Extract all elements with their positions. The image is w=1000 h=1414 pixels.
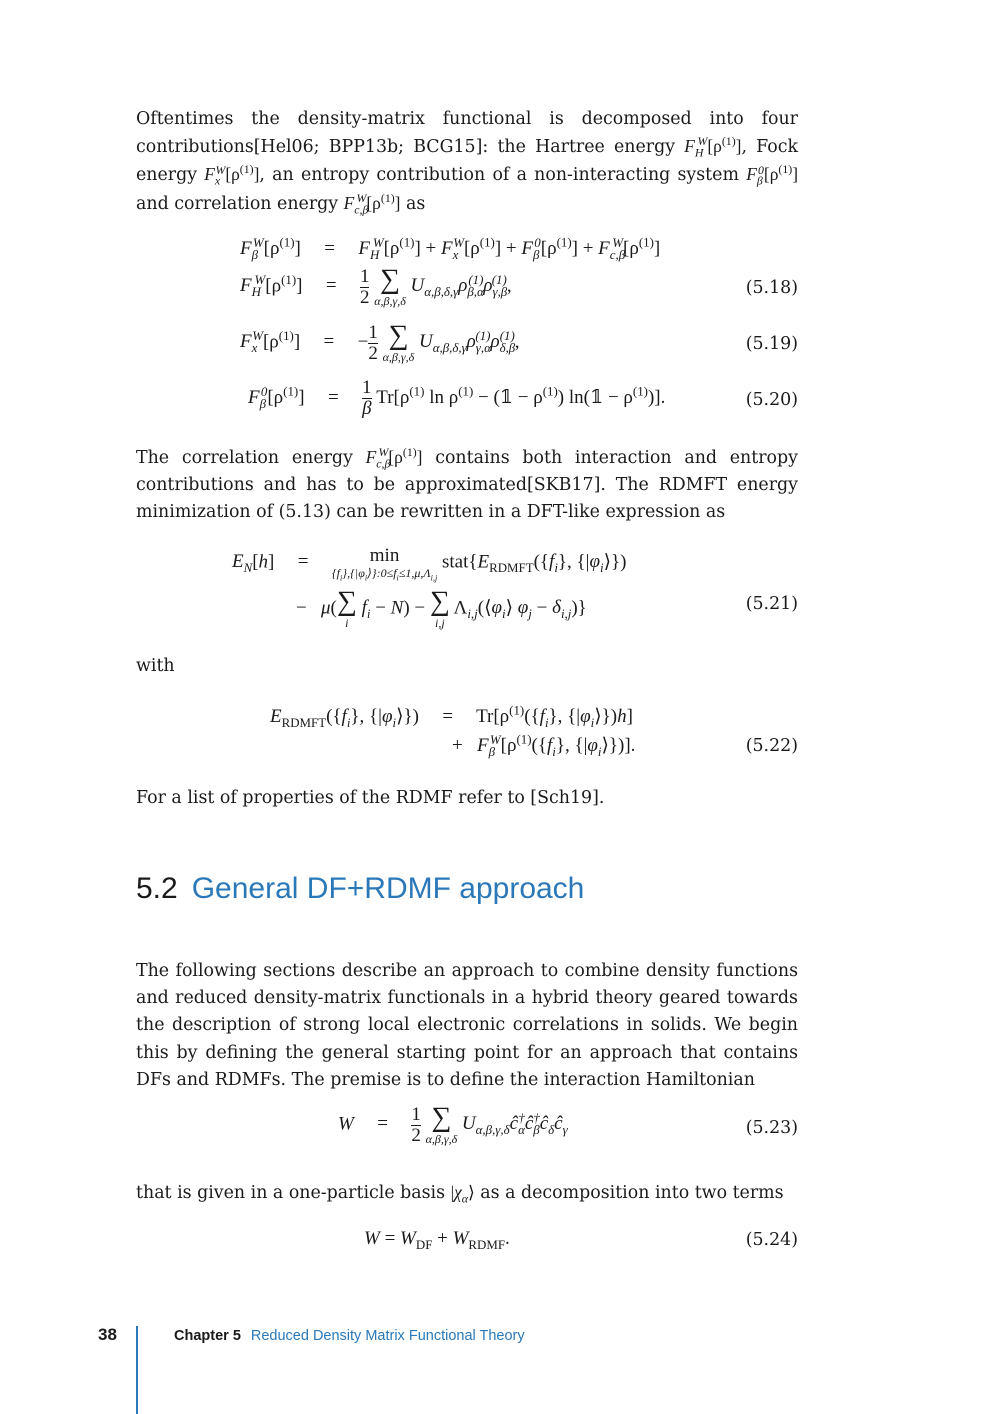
- text-run: For a list of properties of the RDMF refer to [Sch19].: [136, 788, 605, 808]
- equation-energy-line2: − μ( ∑ i $f_i - N$) − ∑ i,j $\Lambda_{i,j}(⟨\varphi_i⟩$ $\varphi_j - \delta_{i,j}$)}: [296, 586, 587, 630]
- text-run: The following sections describe an approach to combine density functions and reduced density-matrix functionals in a hybrid theory geared towards the description of strong local electronic correlations in solids. We begin this by defining the general starting point for an approach that contains DFs and RDMFs. The premise is to define the interaction Hamiltonian: [136, 961, 798, 1090]
- equation-number: (5.22): [745, 736, 798, 756]
- paragraph-functional-decomposition: Oftentimes the density-matrix functional is decomposed into four contributions[Hel06; BPP13b; BCG15]: the Hartree energy $F_H^W[\rho^{(1)}]$, Fock energy $F_x^W[\rho^{(1)}]$, an entropy contribution of a non-interacting system $F_\beta^0[\rho^{(1)}]$ and correlation energy $F_{c,\beta}^W[\rho^{(1)}]$ as: [136, 109, 799, 217]
- equation-rdmft-line1: $E_{RDMFT}(\{f_i\}$, $\{|\varphi_i⟩\}) = Tr[\rho^{(1)}(\{f_i\}$, $\{|\varphi_i⟩\})h$]: [270, 702, 633, 730]
- equation-decomposition: $W = W_{DF} + W_{RDMF}$.: [364, 1228, 510, 1252]
- paragraph-with: [136, 653, 798, 680]
- section-title: General DF+RDMF approach: [191, 872, 585, 905]
- math-entropy: $F_\beta^0$: [746, 162, 764, 188]
- equation-number: (5.19): [745, 334, 798, 354]
- math-basis: $|\chi_\alpha⟩$: [450, 1182, 475, 1206]
- paragraph-rdmf-properties: [136, 785, 798, 812]
- equation-number: (5.20): [745, 390, 798, 410]
- paragraph-one-particle-basis: [136, 1179, 798, 1207]
- equation-number: (5.23): [745, 1118, 798, 1138]
- text-run: contains both interaction and entropy contributions and has to be approximated[SKB17]. The RDMFT energy minimization of (5.13) can be rewritten in a DFT-like expression as: [136, 448, 798, 523]
- paragraph-correlation-energy: The correlation energy $F_{c,\beta}^W[\rho^{(1)}]$ contains both interaction and entropy contributions and has to be approximated[SKB17]. The RDMFT energy minimization of (5.13) can be rewritten in a DFT-like expression as: [136, 445, 798, 523]
- text-run: as: [400, 193, 426, 214]
- text-run: with: [136, 656, 175, 676]
- equation-energy-line1: $E_N[h]$ = min $\{f_i\},\{|\varphi_i⟩\}:0\le f_i\le 1,\mu,\Lambda_{i,j}$ $stat\{E_{RDMFT}(\{f_i\}$, $\{|\varphi_i⟩\}$): [232, 545, 627, 583]
- equation-entropy: $F_\beta^0[\rho^{(1)}]$ = $\frac{1}{\beta}$ $Tr[\rho^{(1)}$ $\ln \rho^{(1)}$ − (𝟙 − $\rho^{(1)}$) ln(𝟙 − $\rho^{(1)}$)].: [248, 377, 666, 419]
- math-fock: $F_x^W$: [204, 162, 226, 188]
- equation-number: (5.24): [745, 1230, 798, 1250]
- equation-fock: $F_x^W[\rho^{(1)}]$ = − $\frac{1}{2}$ ∑ α,β,γ,δ $U_{\alpha,\beta,\delta,\gamma}\rho_{\gamma,\alpha}^{(1)}\rho_{\delta,\beta}^{(1)}$,: [240, 320, 520, 364]
- text-run: , Fock energy: [136, 137, 799, 186]
- text-run: , an entropy contribution of a non-interacting system: [259, 165, 747, 186]
- chapter-title: Reduced Density Matrix Functional Theory: [250, 1328, 525, 1344]
- section-heading: [136, 872, 584, 906]
- text-run: that is given in a one-particle basis: [136, 1183, 451, 1203]
- equation-hartree: $F_H^W[\rho^{(1)}]$ = $\frac{1}{2}$ ∑ α,β,γ,δ $U_{\alpha,\beta,\delta,\gamma}\rho_{\beta,\alpha}^{(1)}\rho_{\gamma,\beta}^{(1)}$,: [240, 264, 512, 308]
- section-number: 5.2: [136, 872, 178, 905]
- paragraph-hybrid-theory: [136, 958, 798, 1094]
- running-footer: [174, 1328, 525, 1344]
- equation-number: (5.21): [745, 594, 798, 614]
- text-run: as a decomposition into two terms: [474, 1183, 784, 1203]
- equation-rdmft-line2: + $F_\beta^W[\rho^{(1)}(\{f_i\}$, $\{|\varphi_i⟩\}$)].: [452, 731, 636, 759]
- chapter-label: Chapter 5: [174, 1328, 241, 1344]
- page-number: 38: [98, 1325, 117, 1344]
- equation-number: (5.18): [745, 278, 798, 298]
- text-run: and correlation energy: [136, 193, 344, 214]
- math-hartree: $F_H^W$: [684, 134, 708, 160]
- equation-total-functional: $F_\beta^W[\rho^{(1)}] = F_H^W[\rho^{(1)}] + F_x^W[\rho^{(1)}] + F_\beta^0[\rho^{(1)}] + F_{c,\beta}^W[\rho^{(1)}]$: [240, 234, 661, 262]
- equation-interaction-hamiltonian: W = $\frac{1}{2}$ ∑ α,β,γ,δ $U_{\alpha,\beta,\gamma,\delta}ĉ_\alpha^\dagger ĉ_\beta^\dagger ĉ_\delta ĉ_\gamma$: [338, 1102, 568, 1146]
- math-correlation: $F_{c,\beta}^W$: [365, 445, 391, 471]
- math-correlation: $F_{c,\beta}^W$: [343, 190, 369, 217]
- text-run: Oftentimes the density-matrix functional is decomposed into four contributions[Hel06; BPP13b; BCG15]: the Hartree energy: [136, 109, 798, 158]
- text-run: The correlation energy: [136, 448, 366, 468]
- footer-rule: [136, 1326, 138, 1414]
